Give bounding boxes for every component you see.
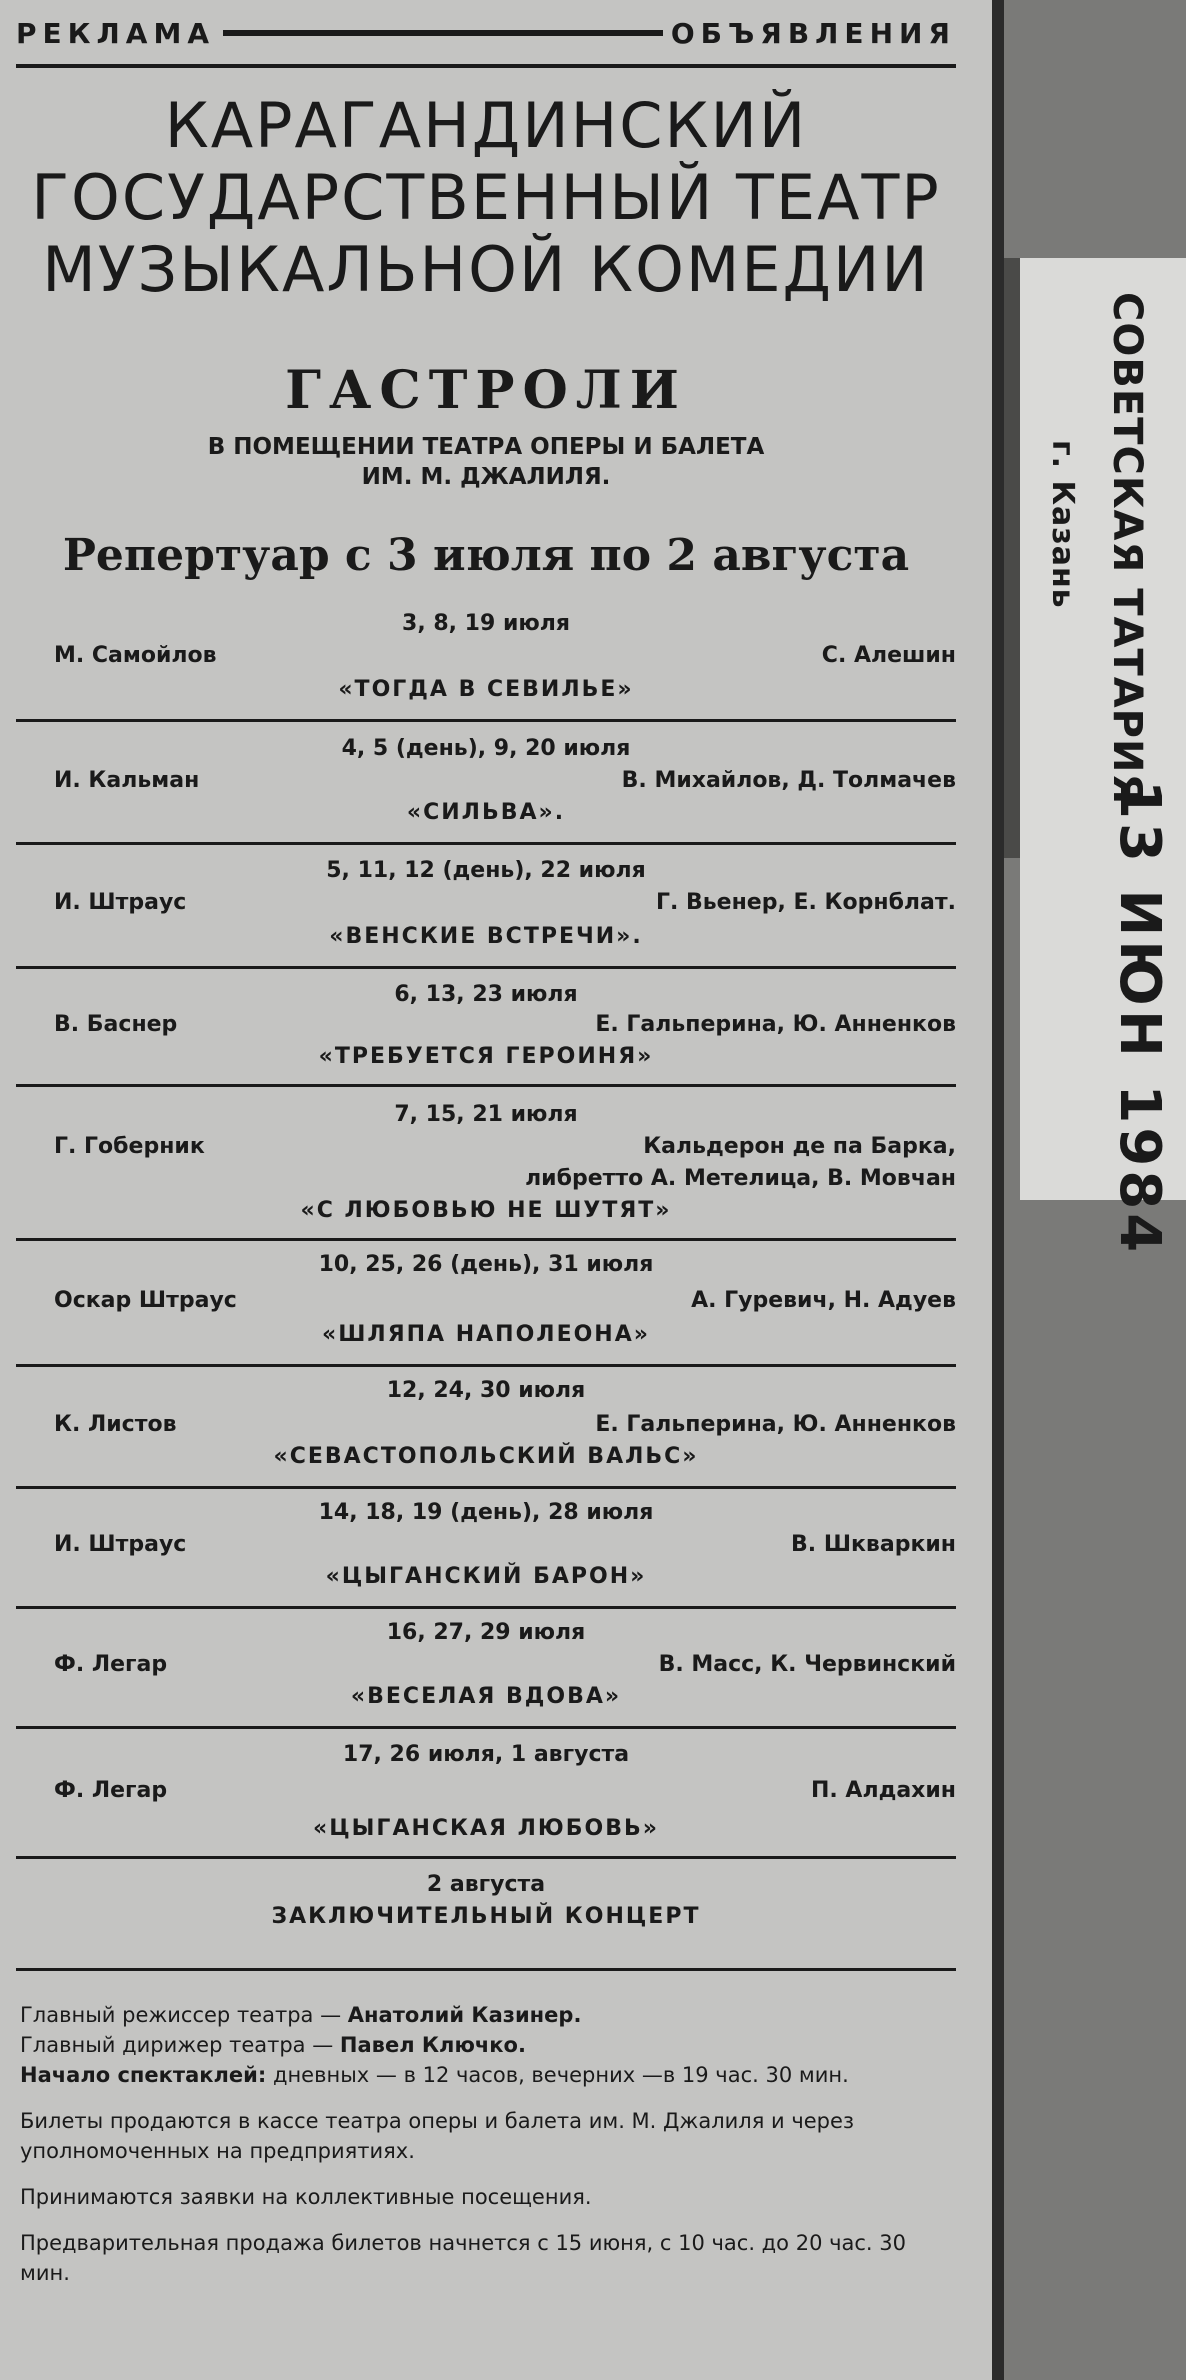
show-title: «ТОГДА В СЕВИЛЬЕ» (338, 677, 634, 702)
show-composer: М. Самойлов (54, 643, 217, 668)
page-shadow (992, 0, 1004, 2380)
show-composer: Г. Гоберник (54, 1134, 205, 1159)
show-authors: С. Алешин (821, 643, 956, 668)
divider (16, 719, 956, 722)
show-title: «ЦЫГАНСКАЯ ЛЮБОВЬ» (313, 1816, 659, 1841)
finale-title: ЗАКЛЮЧИТЕЛЬНЫЙ КОНЦЕРТ (271, 1904, 701, 1929)
show-dates: 17, 26 июля, 1 августа (342, 1742, 630, 1767)
show-entry (16, 605, 956, 725)
venue-line-1: В ПОМЕЩЕНИИ ТЕАТРА ОПЕРЫ И БАЛЕТА (207, 434, 765, 460)
show-authors-line-2: либретто А. Метелица, В. Мовчан (525, 1166, 956, 1191)
presale-info: Предварительная продажа билетов начнется с 15 июня, с 10 час. до 20 час. 30 мин. (20, 2231, 906, 2285)
show-entry (16, 1370, 956, 1492)
show-entry (16, 1492, 956, 1612)
divider (16, 1968, 956, 1971)
show-title: «ВЕСЕЛАЯ ВДОВА» (350, 1684, 622, 1709)
tickets-info: Билеты продаются в кассе театра оперы и балета им. М. Джалиля и через уполномоченных на предприятиях. (20, 2109, 855, 2163)
divider (16, 64, 956, 68)
show-entry (16, 976, 956, 1096)
director-label: Главный режиссер театра — (20, 2003, 342, 2027)
theater-line-2: ГОСУДАРСТВЕННЫЙ ТЕАТР (31, 161, 941, 234)
show-entry (16, 1094, 956, 1244)
header-left-label: РЕКЛАМА (16, 16, 215, 50)
divider (16, 1856, 956, 1859)
newspaper-name: СОВЕТСКАЯ ТАТАРИЯ (1104, 292, 1150, 806)
show-entry (16, 852, 956, 972)
header-rule (223, 30, 663, 36)
show-dates: 10, 25, 26 (день), 31 июля (318, 1252, 654, 1277)
show-composer: Оскар Штраус (54, 1288, 237, 1313)
show-composer: И. Штраус (54, 1532, 187, 1557)
show-entry (16, 1734, 956, 1860)
divider (16, 1726, 956, 1729)
venue (16, 432, 956, 492)
show-title: «СЕВАСТОПОЛЬСКИЙ ВАЛЬС» (273, 1444, 699, 1469)
start-text: дневных — в 12 часов, вечерних —в 19 час. 30 мин. (272, 2063, 849, 2087)
show-dates: 6, 13, 23 июля (394, 982, 578, 1007)
show-authors: Г. Вьенер, Е. Корнблат. (655, 890, 956, 915)
show-dates: 14, 18, 19 (день), 28 июля (318, 1500, 654, 1525)
show-authors: Е. Гальперина, Ю. Анненков (595, 1012, 956, 1037)
show-authors: Кальдерон де па Барка, (643, 1134, 956, 1159)
tour-heading: ГАСТРОЛИ (285, 360, 687, 421)
divider (16, 1084, 956, 1087)
show-authors: Е. Гальперина, Ю. Анненков (595, 1412, 956, 1437)
divider (16, 1606, 956, 1609)
show-title: «ЦЫГАНСКИЙ БАРОН» (325, 1564, 647, 1589)
show-composer: Ф. Легар (54, 1652, 168, 1677)
director-name: Анатолий Казинер. (347, 2003, 582, 2027)
divider (16, 842, 956, 845)
show-authors: В. Шкваркин (791, 1532, 956, 1557)
show-dates: 16, 27, 29 июля (386, 1620, 586, 1645)
conductor-name: Павел Ключко. (339, 2033, 526, 2057)
section-header (16, 8, 956, 58)
show-composer: Ф. Легар (54, 1778, 168, 1803)
theater-title (16, 90, 956, 306)
divider (16, 1486, 956, 1489)
show-composer: В. Баснер (54, 1012, 178, 1037)
show-composer: И. Штраус (54, 890, 187, 915)
show-dates: 5, 11, 12 (день), 22 июля (326, 858, 646, 883)
show-entry (16, 728, 956, 848)
show-authors: А. Гуревич, Н. Адуев (691, 1288, 956, 1313)
show-authors: В. Масс, К. Червинский (658, 1652, 956, 1677)
show-authors: П. Алдахин (811, 1778, 956, 1803)
show-title: «ВЕНСКИЕ ВСТРЕЧИ». (329, 924, 643, 949)
show-dates: 3, 8, 19 июля (402, 611, 570, 636)
show-dates: 7, 15, 21 июля (394, 1102, 578, 1127)
venue-line-2: ИМ. М. ДЖАЛИЛЯ. (361, 464, 611, 490)
theater-line-3: МУЗЫКАЛЬНОЙ КОМЕДИИ (42, 233, 930, 306)
show-entry (16, 1244, 956, 1369)
groups-info: Принимаются заявки на коллективные посещения. (20, 2185, 592, 2209)
divider (16, 966, 956, 969)
show-dates: 4, 5 (день), 9, 20 июля (341, 736, 631, 761)
theater-line-1: КАРАГАНДИНСКИЙ (164, 89, 808, 162)
show-authors: В. Михайлов, Д. Толмачев (621, 768, 956, 793)
finale-date: 2 августа (426, 1872, 546, 1897)
divider (16, 1238, 956, 1241)
show-title: «ШЛЯПА НАПОЛЕОНА» (322, 1322, 650, 1347)
finale-entry (16, 1860, 956, 1980)
show-composer: И. Кальман (54, 768, 200, 793)
show-entry (16, 1614, 956, 1734)
footer-info (20, 2000, 950, 2304)
clipping-shadow (1004, 258, 1020, 858)
show-dates: 12, 24, 30 июля (386, 1378, 586, 1403)
show-composer: К. Листов (54, 1412, 177, 1437)
show-title: «СИЛЬВА». (406, 800, 566, 825)
show-title: «ТРЕБУЕТСЯ ГЕРОИНЯ» (318, 1044, 654, 1069)
start-label: Начало спектаклей: (20, 2063, 267, 2087)
show-title: «С ЛЮБОВЬЮ НЕ ШУТЯТ» (300, 1198, 672, 1223)
repertoire-heading: Репертуар с 3 июля по 2 августа (62, 530, 910, 581)
divider (16, 1364, 956, 1367)
header-right-label: ОБЪЯВЛЕНИЯ (670, 16, 956, 50)
conductor-label: Главный дирижер театра — (20, 2033, 334, 2057)
date-stamp: 13 ИЮН 1984 (1107, 780, 1172, 1257)
newspaper-city: г. Казань (1045, 440, 1080, 609)
